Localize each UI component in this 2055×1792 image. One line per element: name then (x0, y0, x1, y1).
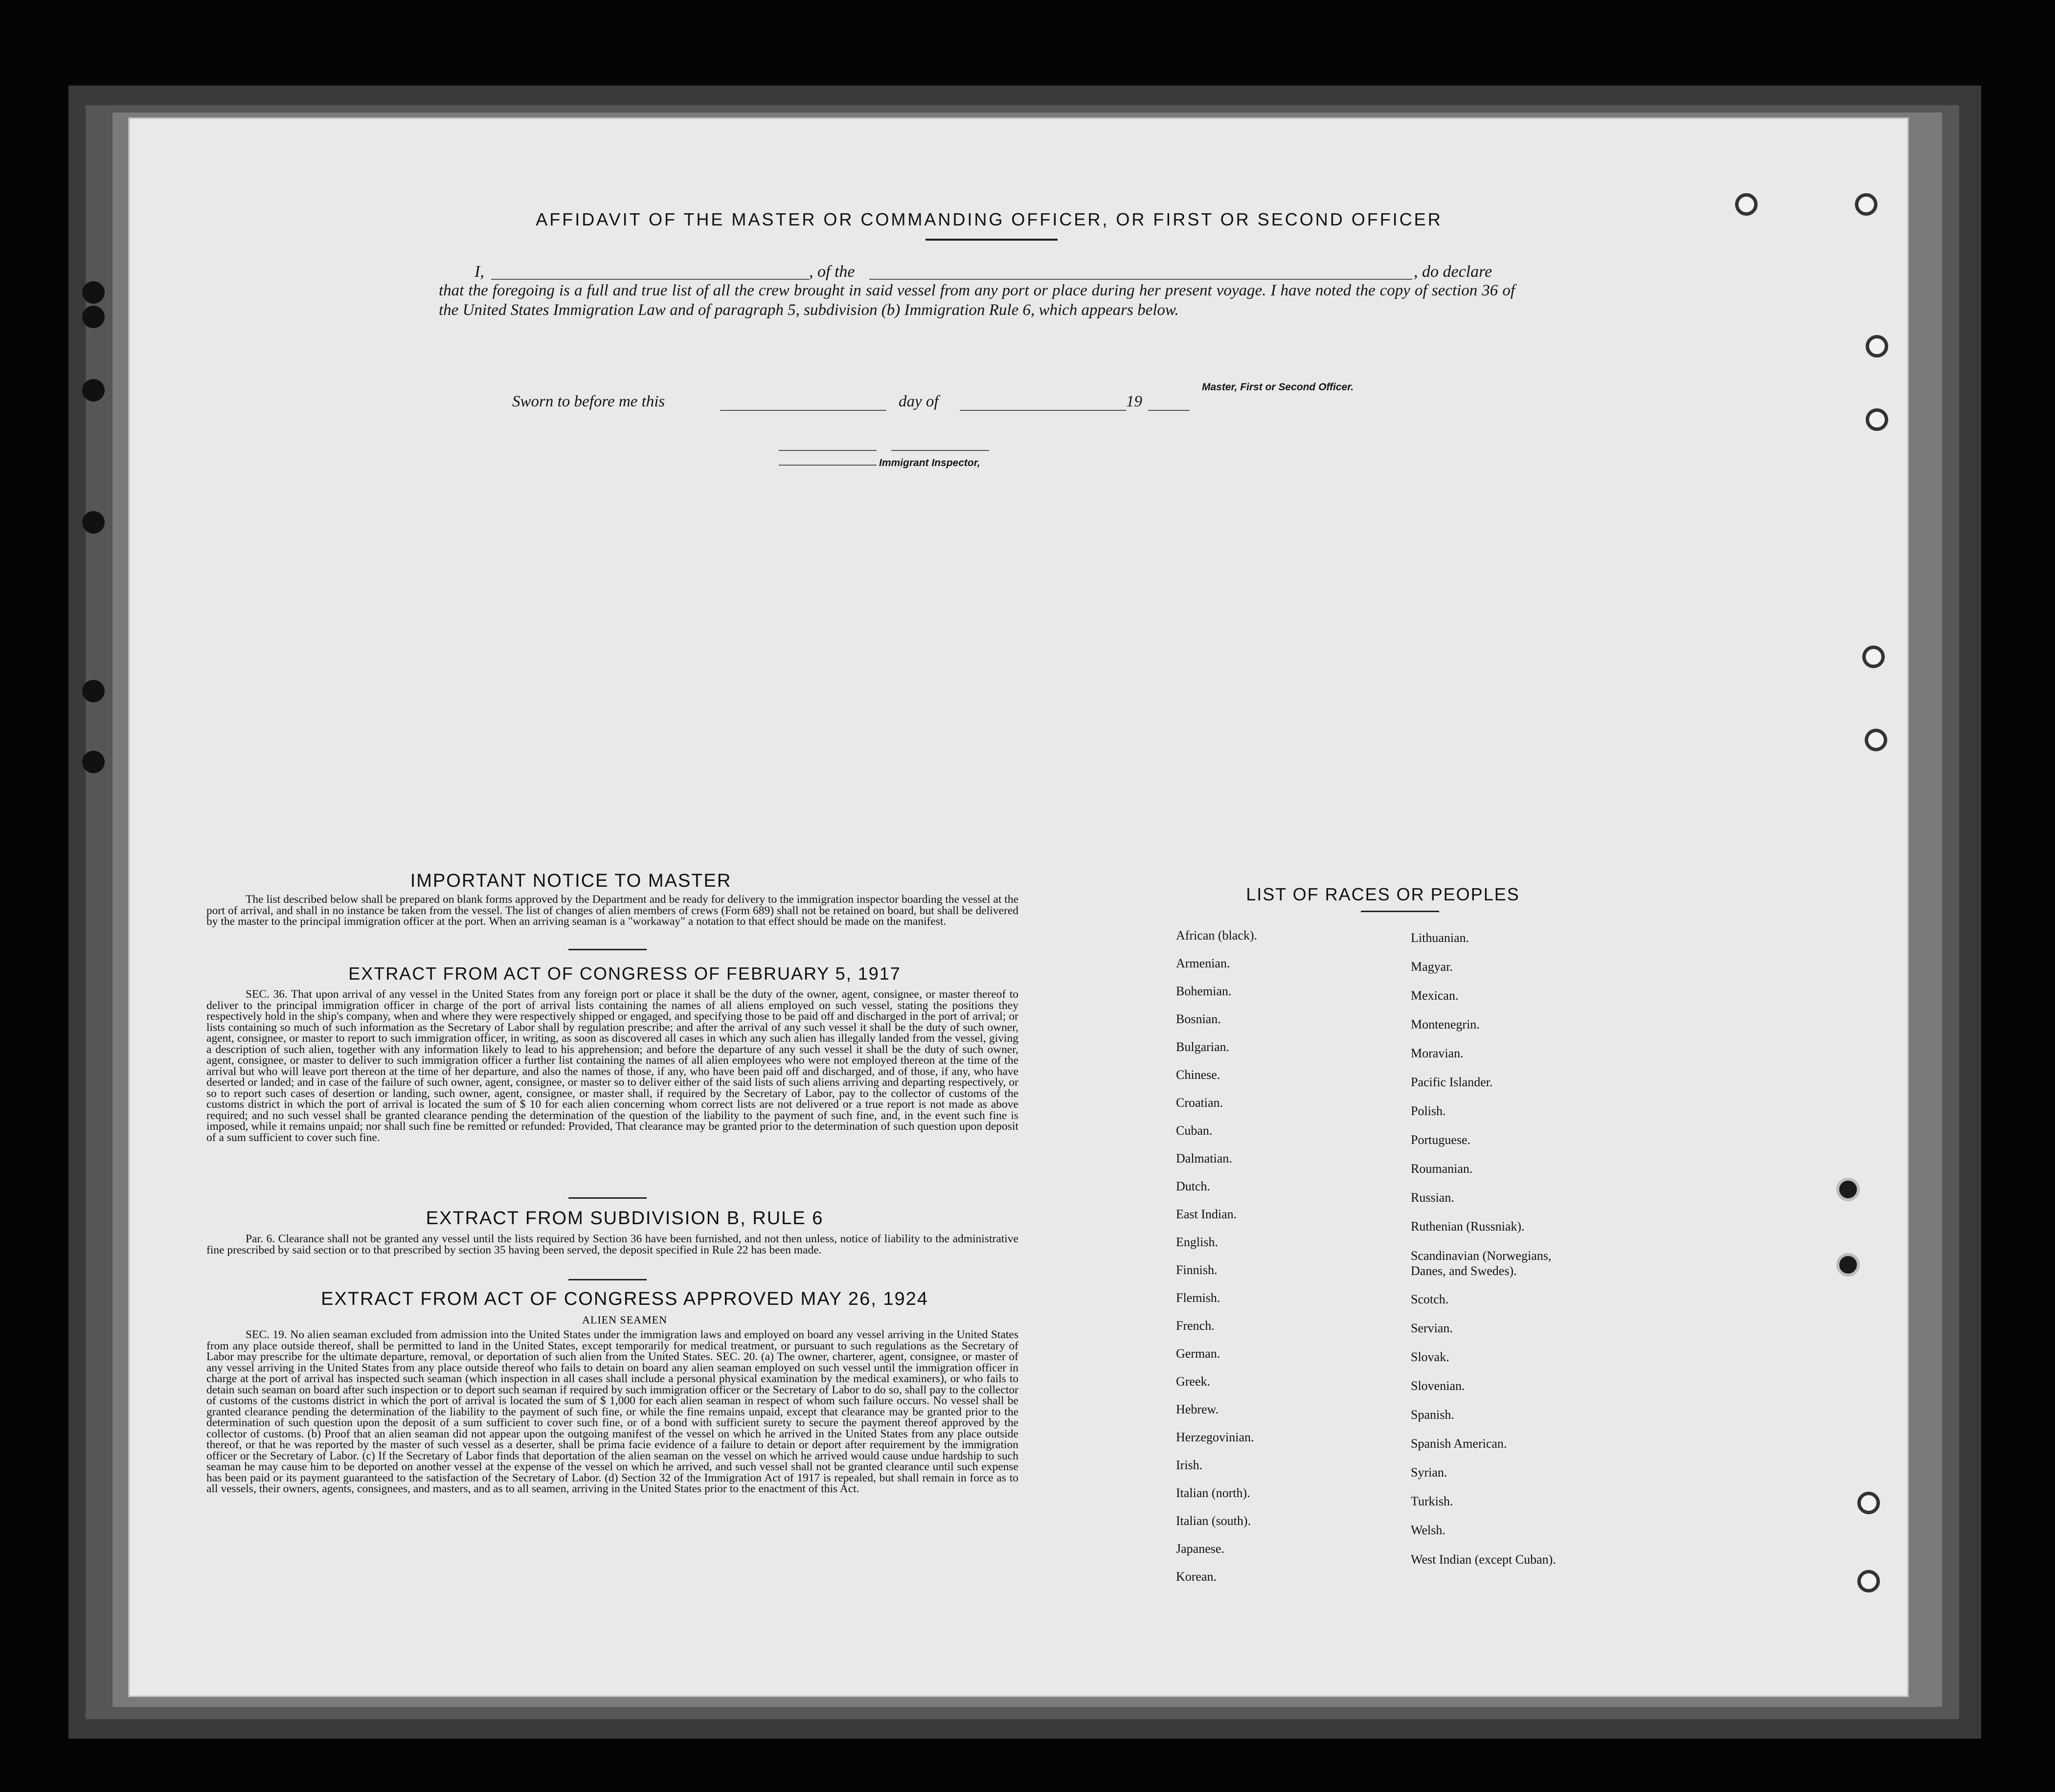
affidavit-title: AFFIDAVIT OF THE MASTER OR COMMANDING OFFICER, OR FIRST OR SECOND OFFICER (536, 209, 1443, 229)
divider (568, 1279, 647, 1280)
extract-1917-title: EXTRACT FROM ACT OF CONGRESS OF FEBRUARY 5, 1917 (348, 963, 901, 984)
form-page (128, 117, 1909, 1697)
race-item: Korean. (1176, 1569, 1217, 1584)
punch-hole (1862, 646, 1885, 668)
affidavit-of-the: , of the (809, 263, 855, 281)
day-blank (720, 410, 886, 411)
rule6-body: Par. 6. Clearance shall not be granted any vessel until the lists required by Section 36 have been furnished, and not then unless, notice of liability to the administrative fine prescribed by said section or to that prescribed by section 35 having been served, the deposit specified in Rule 22 has been made. (206, 1232, 1018, 1256)
binder-hole (82, 680, 105, 702)
race-item: Pacific Islander. (1411, 1075, 1493, 1089)
race-item: French. (1176, 1319, 1215, 1333)
race-item: Polish. (1411, 1104, 1446, 1118)
race-item: Scandinavian (Norwegians, Danes, and Swedes). (1411, 1249, 1552, 1278)
race-item: Greek. (1176, 1374, 1211, 1389)
sworn-text: Sworn to before me this (512, 393, 665, 410)
race-item: Hebrew. (1176, 1402, 1219, 1416)
race-item: German. (1176, 1346, 1220, 1361)
race-item: Irish. (1176, 1458, 1203, 1472)
punch-hole (1855, 193, 1877, 216)
races-title: LIST OF RACES OR PEOPLES (1246, 884, 1520, 904)
race-item: Mexican. (1411, 988, 1459, 1003)
race-item: Syrian. (1411, 1465, 1447, 1479)
race-item: Japanese. (1176, 1542, 1224, 1556)
binder-hole (82, 306, 105, 328)
race-item: Dalmatian. (1176, 1151, 1232, 1165)
divider (568, 1197, 647, 1199)
sworn-day-of: day of (899, 393, 939, 410)
race-item: Chinese. (1176, 1068, 1220, 1082)
race-item: Italian (south). (1176, 1514, 1251, 1528)
punch-hole (1866, 335, 1888, 358)
notice-title: IMPORTANT NOTICE TO MASTER (410, 871, 732, 891)
race-item: Finnish. (1176, 1263, 1218, 1277)
affidavit-i: I, (474, 263, 484, 281)
inspector-label: Immigrant Inspector, (879, 457, 980, 469)
race-item: Servian. (1411, 1321, 1453, 1335)
race-item: Slovak. (1411, 1350, 1449, 1364)
binder-hole (82, 379, 105, 402)
race-item: Slovenian. (1411, 1379, 1465, 1393)
race-item: Spanish. (1411, 1408, 1454, 1422)
binder-hole (82, 511, 105, 534)
race-item: Herzegovinian. (1176, 1430, 1254, 1444)
race-item: Bulgarian. (1176, 1040, 1230, 1054)
year-blank (1148, 410, 1190, 411)
punch-hole (1865, 729, 1887, 751)
race-item: Spanish American. (1411, 1436, 1507, 1451)
inspector-blank (779, 450, 877, 451)
race-item: Turkish. (1411, 1494, 1453, 1508)
race-item: Croatian. (1176, 1096, 1223, 1110)
race-item: Italian (north). (1176, 1486, 1250, 1500)
extract-1924-body: SEC. 19. No alien seaman excluded from admission into the United States under the immigration laws and employed on board any vessel arriving in the United States from any place outside thereof, shall be permitted to land in the United States, except temporarily for medical treatment, or pursuant to such regulations as the Secretary of Labor may prescribe for the ultimate departure, removal, or deportation of such alien from the United States. SEC. 20. (a) The owner, charterer, agent, consignee, or master of any vessel arriving in the United States from any place outside thereof who fails to detain on board any alien seaman employed on such vessel until the immigration officer in charge at the port of arrival has inspected such seaman (which inspection in all cases shall include a personal physical examination by the medical examiners), or who fails to detain such seaman on board after such inspection or to deport such seaman if required by such immigration officer or the Secretary of Labor to do so, shall pay to the collector of customs of the customs district in which the port of arrival is located the sum of $ 1,000 for each alien seaman in respect of whom such failure occurs. No vessel shall be granted clearance pending the determination of the liability to the payment of such fine, or while the fine remains unpaid, except that clearance may be granted prior to the determination of such question upon the deposit of a sum sufficient to cover such fine, or of a bond with sufficient surety to secure the payment thereof approved by the collector of customs. (b) Proof that an alien seaman did not appear upon the outgoing manifest of the vessel on which he arrived in the United States from any place outside thereof, or that he was reported by the master of such vessel as a deserter, shall be prima facie evidence of a failure to detain or deport after requirement by the immigration officer or the Secretary of Labor. (c) If the Secretary of Labor finds that deportation of the alien seaman on the vessel on which he arrived would cause undue hardship to such seaman he may cause him to be deported on another vessel at the expense of the vessel on which he arrived, and such vessel shall not be granted clearance until such expense has been paid or its payment guaranteed to the satisfaction of the Secretary of Labor. (d) Section 32 of the Immigration Act of 1917 is repealed, but shall remain in force as to all vessels, their owners, agents, consignees, and masters, and as to all seamen, arriving in the United States prior to the enactment of this Act. (206, 1328, 1018, 1495)
race-item: Bosnian. (1176, 1012, 1221, 1026)
rule6-title: EXTRACT FROM SUBDIVISION B, RULE 6 (426, 1208, 824, 1229)
extract-1917-body: SEC. 36. That upon arrival of any vessel in the United States from any foreign port or place it shall be the duty of the owner, agent, consignee, or master thereof to deliver to the principal immigration officer in charge of the port of arrival lists containing the names of all aliens employed on such vessel, stating the positions they respectively hold in the ship's company, when and where they were respectively shipped or engaged, and specifying those to be paid off and discharged in the port of arrival; or lists containing so much of such information as the Secretary of Labor shall by regulation prescribe; and after the arrival of any such vessel it shall be the duty of such owner, agent, consignee, or master to report to such immigration officer, in writing, as soon as discovered all cases in which any such alien has illegally landed from the vessel, giving a description of such alien, together with any information likely to lead to his apprehension; and before the departure of any such vessel it shall be the duty of such owner, agent, consignee, or master to deliver to such immigration officer a further list containing the names of all alien employees who were not employed thereon at the time of the arrival but who will leave port thereon at the time of her departure, and also the names of those, if any, who have been paid off and discharged, and of those, if any, who have deserted or landed; and in case of the failure of such owner, agent, consignee, or master so to deliver either of the said lists of such aliens arriving and departing respectively, or so to report such cases of desertion or landing, such owner, agent, consignee, or master shall, if required by the Secretary of Labor, pay to the collector of customs of the customs district in which the port of arrival is located the sum of $ 10 for each alien concerning whom correct lists are not delivered or a true report is not made as above required; and no such vessel shall be granted clearance pending the determination of the question of the liability to the payment of such fine, and, in the event such fine is imposed, while it remains unpaid; nor shall such fine be remitted or refunded: Provided, That clearance may be granted prior to the determination of such question upon deposit of a sum sufficient to cover such fine. (206, 988, 1018, 1144)
race-item: Bohemian. (1176, 984, 1232, 998)
race-item: East Indian. (1176, 1207, 1237, 1221)
race-item: Portuguese. (1411, 1133, 1471, 1147)
punch-hole (1857, 1492, 1880, 1514)
affidavit-declare: , do declare (1414, 263, 1492, 281)
vessel-blank (869, 279, 1412, 280)
inspector-line (779, 465, 877, 466)
punch-hole (1735, 193, 1758, 216)
race-item: Montenegrin. (1411, 1017, 1480, 1031)
divider (568, 949, 647, 950)
race-item: Flemish. (1176, 1291, 1220, 1305)
inspector-blank-2 (891, 450, 989, 451)
race-item: West Indian (except Cuban). (1411, 1552, 1556, 1567)
extract-1924-subtitle: ALIEN SEAMEN (582, 1314, 667, 1326)
binder-hole (82, 281, 105, 304)
divider (1361, 911, 1439, 912)
title-rule (926, 239, 1058, 241)
race-item: English. (1176, 1235, 1218, 1249)
race-item: Russian. (1411, 1190, 1454, 1205)
signature-label: Master, First or Second Officer. (1202, 381, 1354, 393)
race-item: African (black). (1176, 928, 1258, 942)
race-item: Armenian. (1176, 956, 1230, 970)
race-item: Ruthenian (Russniak). (1411, 1219, 1525, 1233)
race-item: Scotch. (1411, 1292, 1449, 1306)
notice-body: The list described below shall be prepared on blank forms approved by the Department and be ready for delivery to the immigration inspector boarding the vessel at the port of arrival, and shall in no instance be taken from the vessel. The list of changes of alien members of crews (Form 689) shall not be retained on board, but shall be delivered by the master to the principal immigration officer at the port. When an arriving seaman is a "workaway" a notation to that effect should be made on the manifest. (206, 893, 1018, 928)
extract-1924-title: EXTRACT FROM ACT OF CONGRESS APPROVED MAY 26, 1924 (321, 1289, 928, 1309)
race-item: Magyar. (1411, 960, 1453, 974)
race-item: Welsh. (1411, 1523, 1445, 1537)
race-item: Moravian. (1411, 1046, 1464, 1060)
affidavit-body: that the foregoing is a full and true list of all the crew brought in said vessel from any port or place during her present voyage. I have noted the copy of section 36 of the United States Immigration Law and of paragraph 5, subdivision (b) Immigration Rule 6, which appears below. (439, 282, 1515, 319)
name-blank (491, 279, 809, 280)
month-blank (960, 410, 1126, 411)
punch-hole (1836, 1178, 1860, 1201)
race-item: Roumanian. (1411, 1162, 1473, 1176)
race-item: Dutch. (1176, 1179, 1211, 1193)
binder-hole (82, 751, 105, 773)
punch-hole (1857, 1570, 1880, 1592)
race-item: Cuban. (1176, 1123, 1213, 1138)
race-item: Lithuanian. (1411, 931, 1469, 945)
punch-hole (1836, 1253, 1860, 1277)
sworn-year: 19 (1126, 393, 1142, 410)
punch-hole (1866, 408, 1888, 431)
